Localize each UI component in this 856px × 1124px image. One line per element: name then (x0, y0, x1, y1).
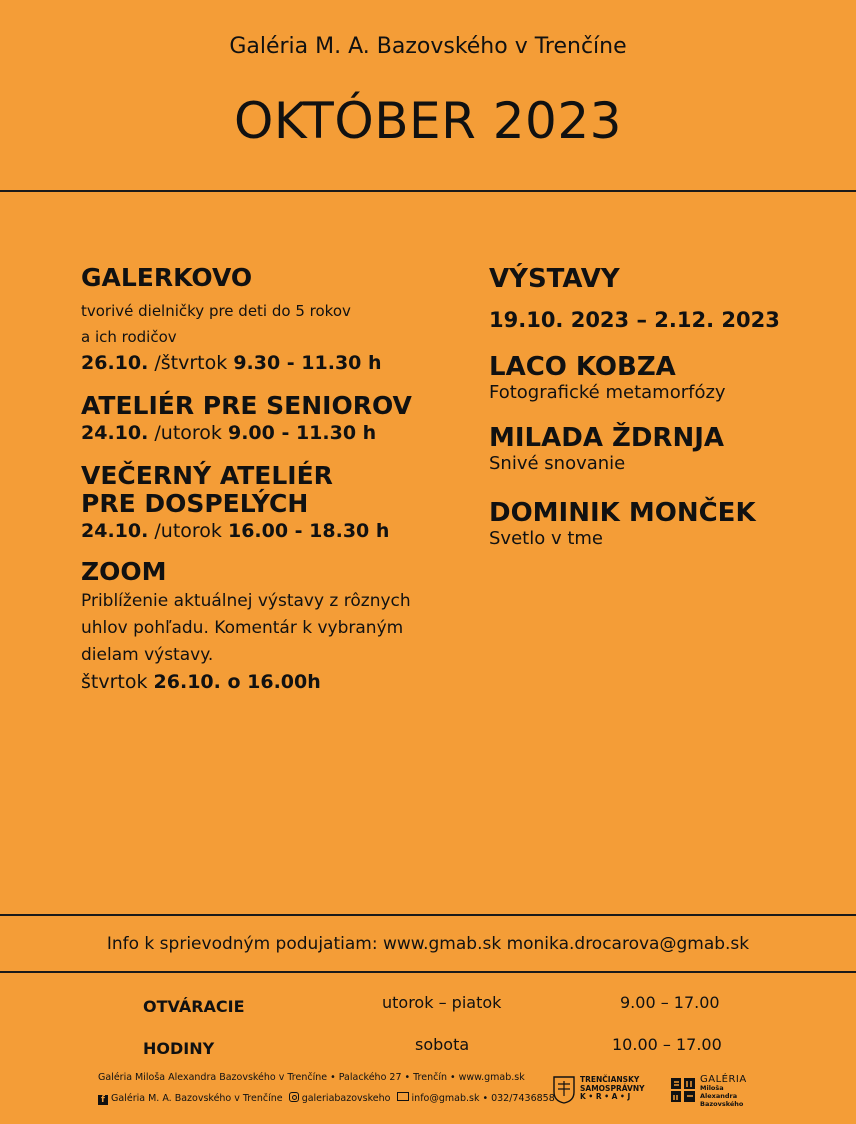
opening-hours-label-2: HODINY (143, 1039, 215, 1058)
exhibition-work-3: Svetlo v tme (489, 528, 603, 549)
galerkovo-date: 26.10. (81, 352, 149, 374)
facebook-icon: f (98, 1095, 108, 1105)
atelier-seniors-schedule (81, 420, 461, 446)
footer-instagram[interactable]: galeriabazovskeho (301, 1093, 391, 1104)
atelier-seniors-date: 24.10. (81, 422, 149, 444)
zoom-day: štvrtok (81, 671, 148, 693)
right-column (489, 264, 829, 549)
footer-address: Galéria Miloša Alexandra Bazovského v Trenčíne • Palackého 27 • Trenčín • www.gmab.sk (98, 1072, 525, 1083)
zoom-desc-2: uhlov pohľadu. Komentár k vybraným (81, 618, 404, 638)
opening-days-1: utorok – piatok (382, 993, 502, 1012)
zoom-title: ZOOM (81, 557, 167, 586)
region-logo-line-1: TRENČIANSKY (580, 1075, 640, 1084)
atelier-seniors-time: 9.00 - 11.30 h (227, 422, 377, 444)
zoom-schedule (81, 669, 461, 695)
page-title: OKTÓBER 2023 (234, 92, 622, 150)
zoom-desc-3: dielam výstavy. (81, 645, 214, 665)
footer-contact[interactable]: info@gmab.sk • 032/7436858 (411, 1093, 555, 1104)
opening-days-2: sobota (415, 1035, 470, 1054)
info-line: Info k sprievodným podujatiam: www.gmab.sk monika.drocarova@gmab.sk (106, 934, 750, 954)
zoom-datetime: 26.10. o 16.00h (153, 671, 321, 693)
galerkovo-day: /štvrtok (154, 352, 228, 374)
gallery-logo (670, 1076, 760, 1108)
opening-hours-2: 10.00 – 17.00 (612, 1035, 722, 1054)
left-column (81, 264, 461, 695)
galerkovo-title: GALERKOVO (81, 263, 253, 292)
region-logo-line-3: K • R • A • J (580, 1092, 631, 1101)
region-logo-line-2: SAMOSPRÁVNY (580, 1083, 645, 1093)
evening-atelier-title-1: VEČERNÝ ATELIÉR (81, 461, 333, 490)
gallery-name: Galéria M. A. Bazovského v Trenčíne (229, 34, 627, 59)
gallery-logo-mark-icon (670, 1076, 696, 1104)
gallery-logo-line-3: Bazovského (700, 1100, 744, 1108)
exhibition-artist-3: DOMINIK MONČEK (489, 498, 756, 528)
exhibition-artist-1: LACO KOBZA (489, 352, 676, 382)
evening-atelier-schedule (81, 518, 461, 544)
exhibition-work-1: Fotografické metamorfózy (489, 382, 726, 403)
galerkovo-time: 9.30 - 11.30 h (233, 352, 382, 374)
opening-hours-label-1: OTVÁRACIE (143, 997, 245, 1016)
exhibitions-title: VÝSTAVY (489, 264, 620, 294)
divider-top (0, 190, 856, 192)
divider-info-top (0, 914, 856, 916)
evening-atelier-title-2: PRE DOSPELÝCH (81, 489, 309, 518)
atelier-seniors-title: ATELIÉR PRE SENIOROV (81, 391, 412, 420)
atelier-seniors-day: /utorok (154, 422, 222, 444)
region-logo (553, 1076, 653, 1108)
footer-facebook[interactable]: Galéria M. A. Bazovského v Trenčíne (111, 1093, 283, 1104)
evening-atelier-time: 16.00 - 18.30 h (227, 520, 390, 542)
galerkovo-desc-1: tvorivé dielničky pre deti do 5 rokov (81, 302, 351, 320)
evening-atelier-date: 24.10. (81, 520, 149, 542)
opening-hours-1: 9.00 – 17.00 (620, 993, 720, 1012)
exhibition-artist-2: MILADA ŽDRNJA (489, 423, 725, 453)
mail-icon (397, 1092, 409, 1101)
exhibitions-dates: 19.10. 2023 – 2.12. 2023 (489, 308, 780, 332)
divider-info-bottom (0, 971, 856, 973)
evening-atelier-day: /utorok (154, 520, 222, 542)
gallery-logo-line-1: GALÉRIA (700, 1074, 747, 1085)
gallery-logo-line-2: Miloša Alexandra (700, 1084, 738, 1100)
exhibition-work-2: Snivé snovanie (489, 453, 626, 474)
footer-social (98, 1092, 555, 1105)
instagram-icon (289, 1092, 299, 1102)
galerkovo-desc-2: a ich rodičov (81, 328, 177, 346)
galerkovo-schedule (81, 350, 461, 376)
region-crest-icon (553, 1076, 575, 1104)
zoom-desc-1: Priblíženie aktuálnej výstavy z rôznych (81, 591, 411, 611)
